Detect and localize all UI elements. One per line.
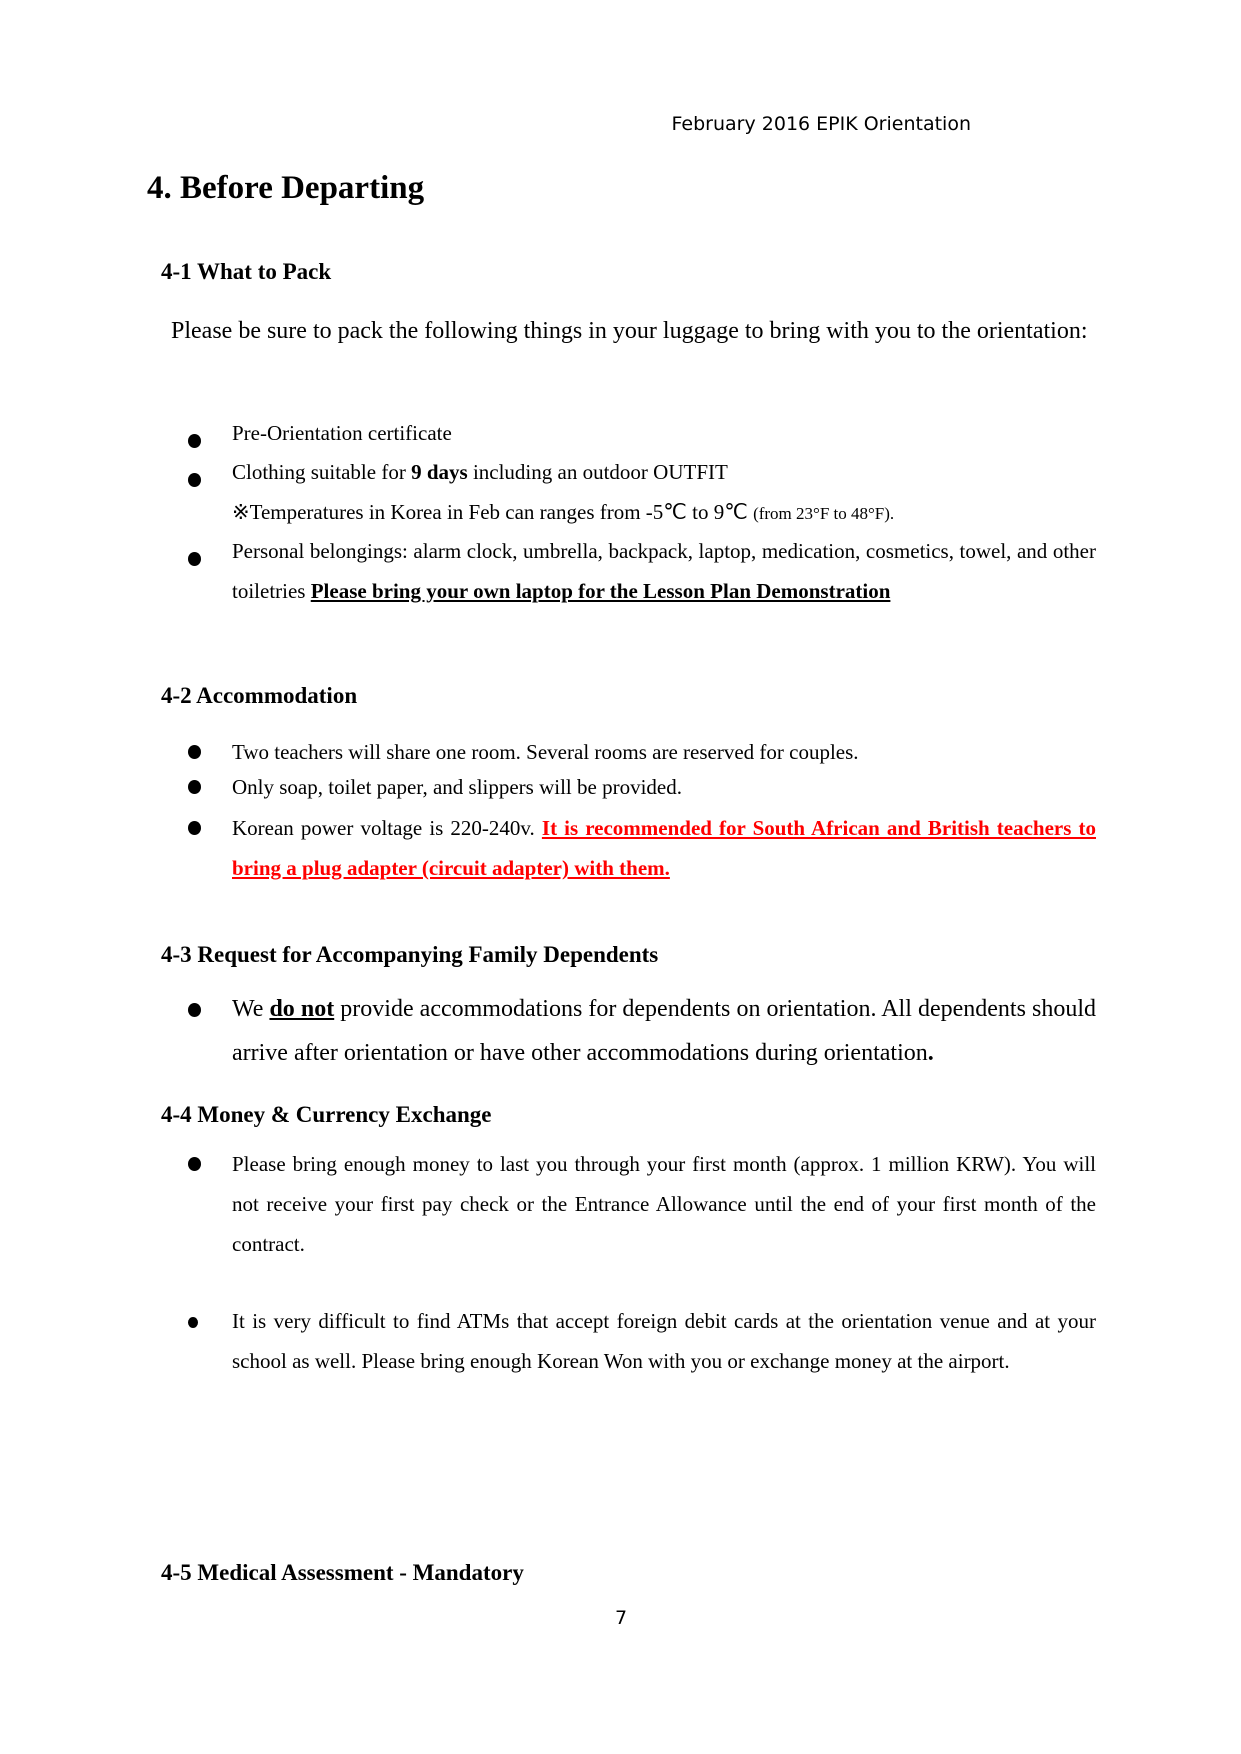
list-item-text: Personal belongings: alarm clock, umbrella, backpack, laptop, medication, cosmetics, towel, and other toiletries Please bring your own laptop for the Lesson Plan Demonstration bbox=[232, 539, 1096, 603]
section-heading-accommodation: 4-2 Accommodation bbox=[161, 683, 358, 708]
bullet-icon bbox=[188, 1003, 201, 1017]
chapter-title: 4. Before Departing bbox=[147, 170, 425, 206]
section-heading-medical: 4-5 Medical Assessment - Mandatory bbox=[161, 1560, 524, 1585]
laptop-notice: Please bring your own laptop for the Lesson Plan Demonstration bbox=[310, 579, 891, 603]
list-item-text: Pre-Orientation certificate bbox=[232, 421, 452, 445]
bullet-icon bbox=[188, 821, 201, 835]
temperature-note: ※Temperatures in Korea in Feb can ranges from -5℃ to 9℃ bbox=[232, 500, 754, 524]
bullet-icon bbox=[188, 1157, 201, 1171]
bullet-icon bbox=[188, 1317, 198, 1328]
list-item-text: Only soap, toilet paper, and slippers will be provided. bbox=[232, 775, 682, 799]
section-heading-dependents: 4-3 Request for Accompanying Family Dependents bbox=[161, 942, 659, 967]
do-not-emphasis: do not bbox=[269, 996, 335, 1022]
bullet-icon bbox=[188, 780, 201, 794]
bullet-icon bbox=[188, 745, 201, 759]
list-item-text: Please bring enough money to last you through your first month (approx. 1 million KRW). You will not receive your first pay check or the Entrance Allowance until the end of your first month of the contract. bbox=[232, 1152, 1096, 1256]
list-item-text: Two teachers will share one room. Several rooms are reserved for couples. bbox=[232, 740, 859, 764]
page-header: February 2016 EPIK Orientation bbox=[671, 113, 971, 135]
bullet-icon bbox=[188, 473, 201, 487]
list-item-text: It is very difficult to find ATMs that accept foreign debit cards at the orientation venue and at your school as well. Please bring enough Korean Won with you or exchange money at the airport. bbox=[232, 1309, 1096, 1373]
list-item-text: Clothing suitable for 9 days including an outdoor OUTFIT ※Temperatures in Korea in Feb can ranges from -5℃ to 9℃ (from 23°F to 48°F). bbox=[232, 460, 895, 524]
bullet-icon bbox=[188, 434, 201, 448]
section-heading-money: 4-4 Money & Currency Exchange bbox=[161, 1102, 492, 1127]
page-number: 7 bbox=[615, 1607, 628, 1629]
plug-adapter-warning: It is recommended for South African and British teachers to bring a plug adapter (circuit adapter) with them. bbox=[232, 816, 1096, 880]
list-item-text: Korean power voltage is 220-240v. It is recommended for South African and British teachers to bring a plug adapter (circuit adapter) with them. bbox=[232, 816, 1096, 880]
emphasis-days: 9 days bbox=[411, 460, 468, 484]
section-intro: Please be sure to pack the following things in your luggage to bring with you to the orientation: bbox=[171, 318, 1088, 344]
bullet-icon bbox=[188, 552, 201, 566]
list-item-text: We do not provide accommodations for dependents on orientation. All dependents should arrive after orientation or have other accommodations during orientation. bbox=[232, 996, 1097, 1066]
section-heading-what-to-pack: 4-1 What to Pack bbox=[161, 259, 332, 284]
